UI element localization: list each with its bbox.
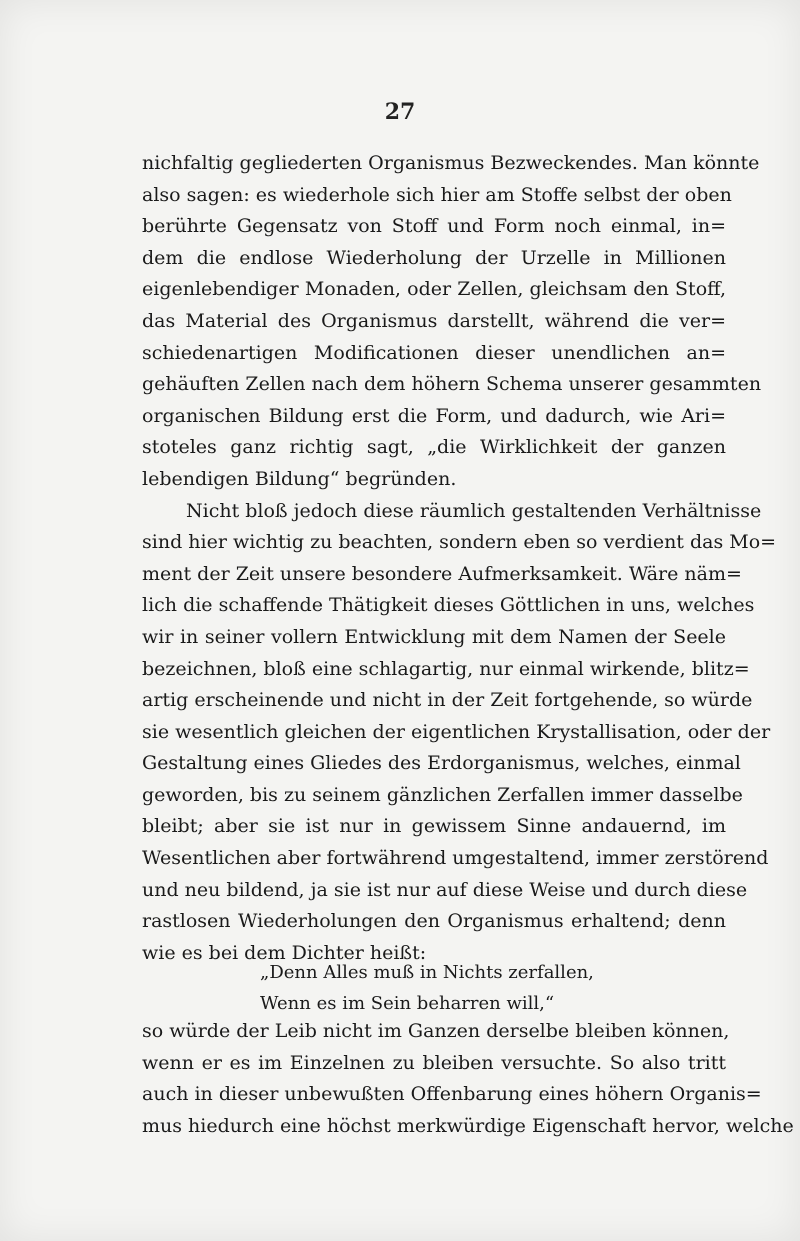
text-line: das Material des Organismus darstellt, während die ver= — [142, 309, 726, 332]
text-line: wie es bei dem Dichter heißt: — [142, 941, 427, 964]
text-line: bleibt; aber sie ist nur in gewissem Sinne andauernd, im — [142, 815, 726, 838]
text-line: Nicht bloß jedoch diese räumlich gestaltenden Verhältnisse — [186, 499, 762, 522]
text-line: eigenlebendiger Monaden, oder Zellen, gleichsam den Stoff, — [142, 278, 726, 301]
text-line: lich die schaffende Thätigkeit dieses Göttlichen in uns, welches — [142, 594, 755, 617]
text-line: organischen Bildung erst die Form, und dadurch, wie Ari= — [142, 404, 726, 427]
text-line: so würde der Leib nicht im Ganzen derselbe bleiben können, — [142, 1020, 730, 1042]
verse-quote — [142, 957, 726, 1019]
text-line: sie wesentlich gleichen der eigentlichen Krystallisation, oder der — [142, 720, 771, 743]
text-line: schiedenartigen Modificationen dieser unendlichen an= — [142, 341, 726, 364]
verse-line: „Denn Alles muß in Nichts zerfallen, — [260, 962, 594, 983]
text-line: bezeichnen, bloß eine schlagartig, nur einmal wirkende, blitz= — [142, 657, 750, 680]
text-line: artig erscheinende und nicht in der Zeit fortgehende, so würde — [142, 689, 753, 712]
text-line: wir in seiner vollern Entwicklung mit dem Namen der Seele — [142, 625, 726, 648]
verse-line: Wenn es im Sein beharren will,“ — [260, 993, 555, 1014]
text-line: nichfaltig gegliederten Organismus Bezweckendes. Man könnte — [142, 152, 760, 174]
text-line: berührte Gegensatz von Stoff und Form noch einmal, in= — [142, 215, 726, 238]
text-line: Wesentlichen aber fortwährend umgestaltend, immer zerstörend — [142, 847, 769, 870]
text-line: Gestaltung eines Gliedes des Erdorganismus, welches, einmal — [142, 752, 741, 775]
text-line: auch in dieser unbewußten Offenbarung eines höhern Organis= — [142, 1083, 762, 1106]
text-line: dem die endlose Wiederholung der Urzelle in Millionen — [142, 246, 726, 269]
text-line: und neu bildend, ja sie ist nur auf diese Weise und durch diese — [142, 878, 748, 901]
text-line: ment der Zeit unsere besondere Aufmerksamkeit. Wäre näm= — [142, 562, 742, 585]
text-line: sind hier wichtig zu beachten, sondern eben so verdient das Mo= — [142, 531, 777, 554]
text-line: rastlosen Wiederholungen den Organismus erhaltend; denn — [142, 910, 726, 933]
text-line: stoteles ganz richtig sagt, „die Wirklichkeit der ganzen — [142, 436, 726, 459]
text-line: mus hiedurch eine höchst merkwürdige Eigenschaft hervor, welche — [142, 1114, 794, 1137]
text-line: wenn er es im Einzelnen zu bleiben versuchte. So also tritt — [142, 1051, 726, 1074]
page-number: 27 — [384, 99, 416, 125]
text-line: geworden, bis zu seinem gänzlichen Zerfallen immer dasselbe — [142, 783, 743, 806]
main-text — [142, 148, 777, 969]
text-line: also sagen: es wiederhole sich hier am Stoffe selbst der oben — [142, 183, 732, 206]
text-line: gehäuften Zellen nach dem höhern Schema unserer gesammten — [142, 373, 762, 396]
main-text-continued — [142, 1016, 794, 1142]
text-line: lebendigen Bildung“ begründen. — [142, 467, 457, 490]
